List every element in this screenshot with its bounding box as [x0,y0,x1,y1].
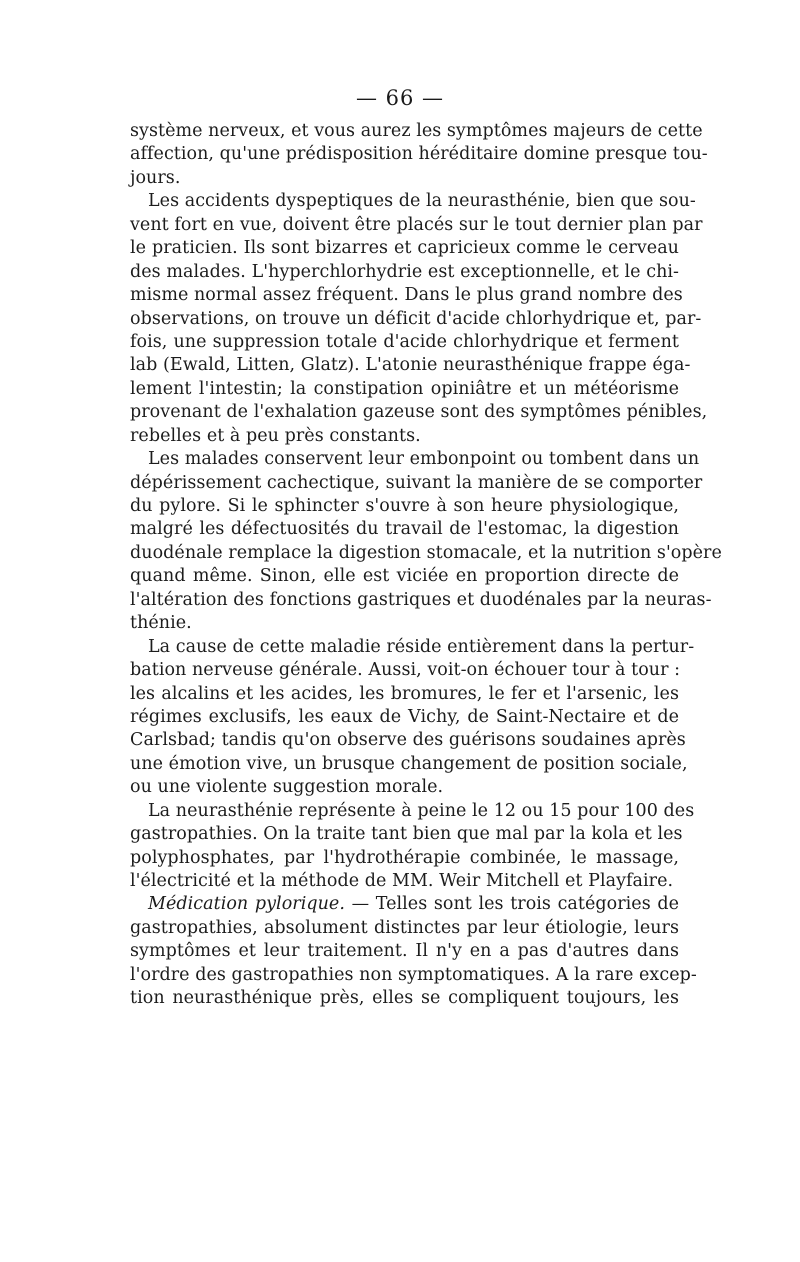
text-segment: le praticien. Ils sont bizarres et capricieux comme le cerveau [130,238,679,259]
text-line [130,308,702,331]
text-segment: duodénale remplace la digestion stomacale, et la nutrition s'opère [130,542,722,563]
text-line [130,589,712,612]
text-segment: l'électricité et la méthode de MM. Weir Mitchell et Playfaire. [130,871,674,891]
text-segment: tion neurasthénique près, elles se compliquent toujours, les [130,988,679,1009]
text-line [130,987,679,1010]
text-line [130,167,679,190]
text-segment: système nerveux, et vous aurez les symptômes majeurs de cette [130,121,703,141]
text-line [130,378,679,401]
text-line [130,800,695,823]
text-line [130,143,708,166]
text-line [130,425,679,448]
text-segment: les alcalins et les acides, les bromures, le fer et l'arsenic, les [130,683,679,704]
text-segment: régimes exclusifs, les eaux de Vichy, de Saint-Nectaire et de [130,706,679,727]
text-line [130,847,679,870]
text-line [130,190,696,213]
text-segment: thénie. [130,613,192,634]
text-segment: une émotion vive, un brusque changement de position sociale, [130,753,688,774]
text-segment: rebelles et à peu près constants. [130,425,421,446]
text-segment: polyphosphates, par l'hydrothérapie combinée, le massage, [130,847,679,868]
text-segment: fois, une suppression totale d'acide chlorhydrique et ferment [130,331,679,352]
page-number: — 66 — [355,86,445,110]
text-segment: dépérissement cachectique, suivant la manière de se comporter [130,472,703,493]
text-segment: jours. [130,167,181,188]
text-segment: observations, on trouve un déficit d'acide chlorhydrique et, par- [130,308,702,329]
text-line [130,823,683,846]
text-line [130,917,679,940]
text-segment: du pylore. Si le sphincter s'ouvre à son heure physiologique, [130,496,679,516]
text-line [130,893,679,916]
text-segment: provenant de l'exhalation gazeuse sont des symptômes pénibles, [130,402,708,423]
text-segment: affection, qu'une prédisposition héréditaire domine presque tou- [130,144,708,165]
text-line [130,261,679,284]
text-line [130,565,679,588]
text-segment: Les malades conservent leur embonpoint ou tombent dans un [148,449,700,470]
text-segment: bation nerveuse générale. Aussi, voit-on échouer tour à tour : [130,660,681,681]
text-segment: quand même. Sinon, elle est viciée en proportion directe de [130,566,679,587]
text-segment: misme normal assez fréquent. Dans le plus grand nombre des [130,285,683,306]
text-segment: Carlsbad; tandis qu'on observe des guérisons soudaines après [130,730,686,751]
text-segment: l'altération des fonctions gastriques et duodénales par la neuras- [130,589,712,610]
text-line [130,964,697,987]
italic-heading: Médication pylorique. [148,894,345,915]
text-line [130,401,708,424]
text-segment: La neurasthénie représente à peine le 12 ou 15 pour 100 des [148,800,695,821]
text-segment: gastropathies, absolument distinctes par leur étiologie, leurs [130,917,679,938]
text-line [130,636,695,659]
text-line [130,683,679,706]
text-segment: — Telles sont les trois catégories de [344,894,680,915]
text-line [130,237,679,260]
text-segment: ou une violente suggestion morale. [130,777,444,798]
text-segment: lement l'intestin; la constipation opiniâtre et un météorisme [130,378,679,399]
text-segment: La cause de cette maladie réside entièrement dans la pertur- [148,636,695,657]
text-segment: vent fort en vue, doivent être placés sur le tout dernier plan par [130,214,703,235]
text-line [130,753,688,776]
text-segment: l'ordre des gastropathies non symptomatiques. A la rare excep- [130,964,697,985]
text-segment: symptômes et leur traitement. Il n'y en a pas d'autres dans [130,941,679,962]
text-line [130,284,683,307]
text-segment: lab (Ewald, Litten, Glatz). L'atonie neurasthénique frappe éga- [130,355,691,376]
text-line [130,214,703,237]
text-line [130,472,703,495]
text-segment: des malades. L'hyperchlorhydrie est exceptionnelle, et le chi- [130,261,679,282]
text-line [130,354,691,377]
text-line [130,448,700,471]
text-line [130,776,679,799]
text-line [130,870,679,893]
text-line [130,542,722,565]
text-line [130,612,679,635]
text-segment: malgré les défectuosités du travail de l'estomac, la digestion [130,519,679,540]
text-line [130,518,679,541]
text-line [130,659,679,682]
text-line [130,706,679,729]
text-line [130,120,703,143]
text-segment: gastropathies. On la traite tant bien que mal par la kola et les [130,824,683,845]
text-line [130,495,679,518]
text-line [130,331,679,354]
text-line [130,729,686,752]
body-text [130,120,722,1011]
text-line [130,940,679,963]
text-segment: Les accidents dyspeptiques de la neurasthénie, bien que sou- [148,191,696,212]
